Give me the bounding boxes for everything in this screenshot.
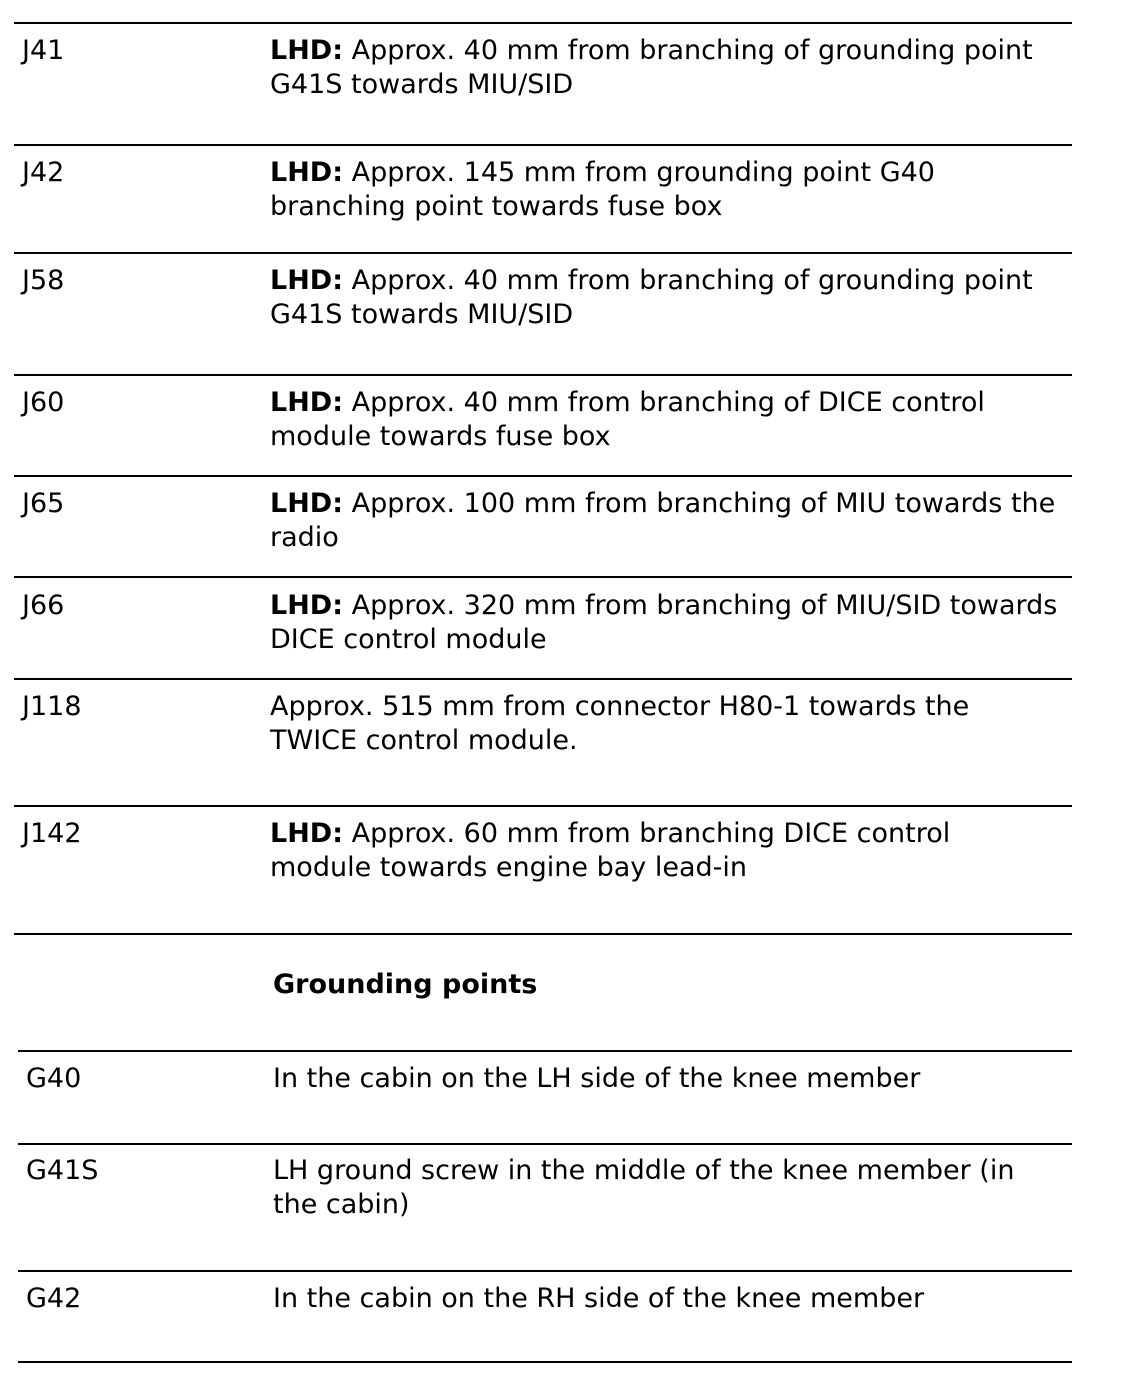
junction-text: Approx. 60 mm from branching DICE control module towards engine bay lead-in [270,818,951,883]
junction-description [270,690,1060,758]
junction-text: Approx. 320 mm from branching of MIU/SID towards DICE control module [270,590,1058,655]
junction-code: J60 [22,387,65,418]
grounding-description: LH ground screw in the middle of the knee member (in the cabin) [273,1155,1015,1220]
grounding-code: G40 [26,1063,82,1094]
grounding-code: G42 [26,1283,82,1314]
junction-description [270,589,1060,657]
lhd-label: LHD: [270,157,344,188]
junction-description [270,34,1060,102]
junction-text: Approx. 40 mm from branching of grounding point G41S towards MIU/SID [270,35,1033,100]
lhd-label: LHD: [270,35,344,66]
junction-code: J41 [22,35,65,66]
junction-description [270,386,1060,454]
junction-text: Approx. 145 mm from grounding point G40 branching point towards fuse box [270,157,935,222]
junction-description [270,817,1060,885]
grounding-description: In the cabin on the RH side of the knee member [273,1283,925,1314]
divider [14,374,1072,376]
junction-code: J65 [22,488,65,519]
junction-text: Approx. 40 mm from branching of DICE control module towards fuse box [270,387,985,452]
lhd-label: LHD: [270,387,344,418]
junction-code: J66 [22,590,65,621]
divider [14,933,1072,935]
lhd-label: LHD: [270,818,344,849]
junction-text: Approx. 515 mm from connector H80-1 towards the TWICE control module. [270,691,970,756]
divider [14,678,1072,680]
section-heading: Grounding points [273,969,538,1000]
junction-text: Approx. 40 mm from branching of grounding point G41S towards MIU/SID [270,265,1033,330]
grounding-code: G41S [26,1155,99,1186]
junction-description [270,264,1060,332]
junction-description [270,156,1060,224]
junction-description [270,487,1060,555]
divider [14,475,1072,477]
lhd-label: LHD: [270,590,344,621]
divider [18,1143,1072,1145]
junction-code: J58 [22,265,65,296]
divider [18,1270,1072,1272]
divider [14,576,1072,578]
junction-code: J42 [22,157,65,188]
lhd-label: LHD: [270,488,344,519]
divider [14,252,1072,254]
junction-text: Approx. 100 mm from branching of MIU towards the radio [270,488,1056,553]
divider [14,144,1072,146]
grounding-description: In the cabin on the LH side of the knee member [273,1063,921,1094]
divider [18,1050,1072,1052]
divider [14,22,1072,24]
junction-code: J142 [22,818,82,849]
divider [18,1361,1072,1363]
lhd-label: LHD: [270,265,344,296]
junction-code: J118 [22,691,82,722]
divider [14,805,1072,807]
